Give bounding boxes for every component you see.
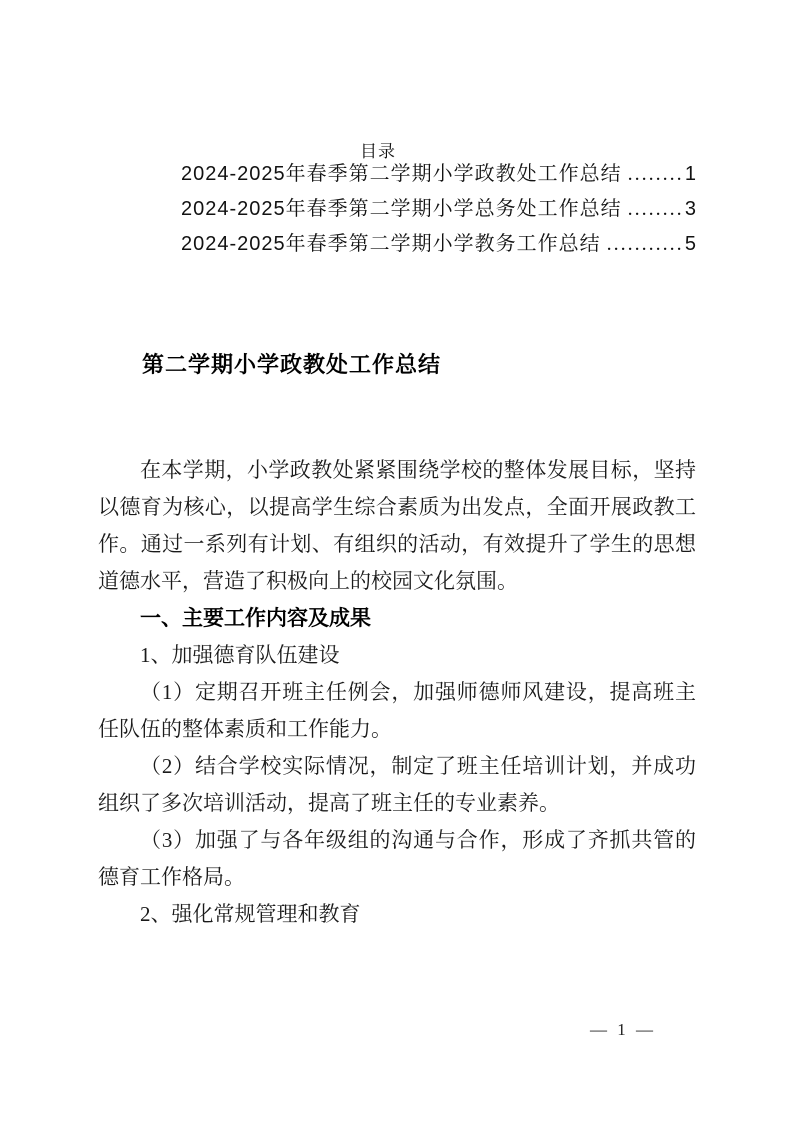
toc-dot-leader [628,192,682,227]
document-title: 第二学期小学政教处工作总结 [142,352,442,377]
page-number-footer: — 1 — [590,1020,656,1039]
subsection-heading: 1、加强德育队伍建设 [140,643,340,667]
toc-entry[interactable] [181,192,696,227]
toc-entry-label: 2024-2025年春季第二学期小学政教处工作总结 [181,163,622,185]
subsection-heading: 2、强化常规管理和教育 [140,902,361,926]
document-body [98,452,696,933]
toc-dot-leader [628,157,682,192]
toc-page-number: 1 [684,163,696,185]
toc-dot-leader [607,227,682,262]
toc-entry[interactable] [181,227,696,262]
list-item-paragraph: （3）加强了与各年级组的沟通与合作，形成了齐抓共管的德育工作格局。 [98,828,696,889]
toc-page-number: 5 [684,233,696,255]
list-item-paragraph: （1）定期召开班主任例会，加强师德师风建设，提高班主任队伍的整体素质和工作能力。 [98,680,696,741]
toc-entry-label: 2024-2025年春季第二学期小学总务处工作总结 [181,198,622,220]
section-heading: 一、主要工作内容及成果 [140,607,371,630]
toc-entry-label: 2024-2025年春季第二学期小学教务工作总结 [181,233,601,255]
table-of-contents [181,157,696,262]
toc-entry[interactable] [181,157,696,192]
toc-page-number: 3 [684,198,696,220]
toc-title: 目录 [360,142,396,161]
list-item-paragraph: （2）结合学校实际情况，制定了班主任培训计划，并成功组织了多次培训活动，提高了班主任的专业素养。 [98,754,696,815]
intro-paragraph: 在本学期，小学政教处紧紧围绕学校的整体发展目标，坚持以德育为核心，以提高学生综合素质为出发点，全面开展政教工作。通过一系列有计划、有组织的活动，有效提升了学生的思想道德水平，营造了积极向上的校园文化氛围。 [98,458,696,593]
